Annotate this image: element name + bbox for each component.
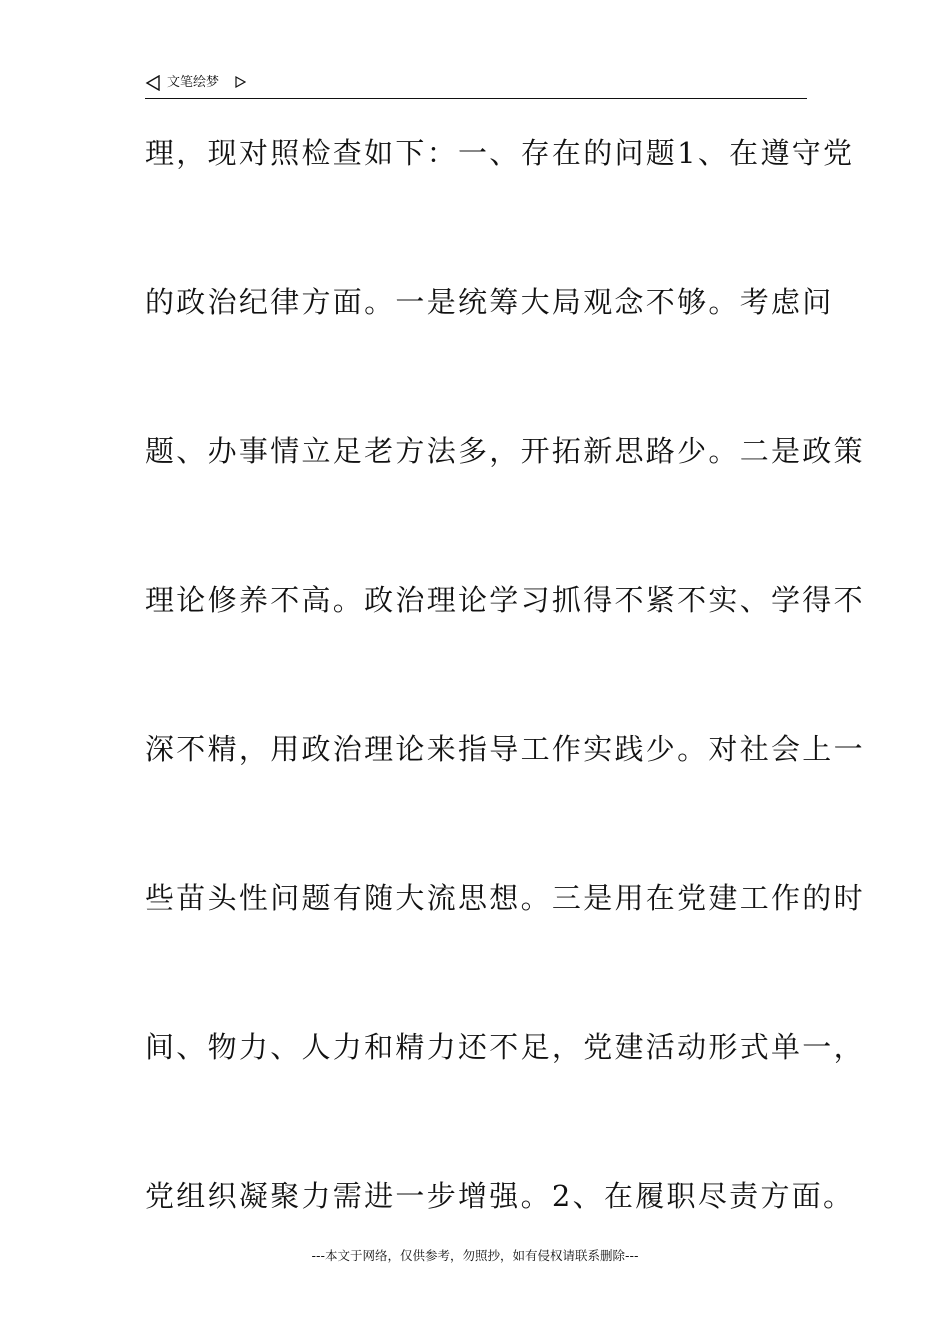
body-line: 党组织凝聚力需进一步增强。2、在履职尽责方面。 (145, 1179, 855, 1213)
body-line: 理，现对照检查如下：一、存在的问题1、在遵守党 (145, 136, 855, 170)
page-footer-notice: ---本文于网络，仅供参考，勿照抄，如有侵权请联系删除--- (311, 1248, 639, 1263)
triangle-right-icon (235, 76, 246, 88)
body-line: 理论修养不高。政治理论学习抓得不紧不实、学得不 (145, 583, 865, 617)
header-brand: 文笔绘梦 (167, 75, 220, 90)
body-line: 题、办事情立足老方法多，开拓新思路少。二是政策 (145, 434, 865, 468)
page-header (145, 72, 807, 99)
body-line: 深不精，用政治理论来指导工作实践少。对社会上一 (145, 732, 865, 766)
body-line: 间、物力、人力和精力还不足，党建活动形式单一， (145, 1030, 865, 1064)
body-line: 的政治纪律方面。一是统筹大局观念不够。考虑问 (145, 285, 834, 319)
triangle-left-icon (145, 75, 161, 91)
body-line: 些苗头性问题有随大流思想。三是用在党建工作的时 (145, 881, 865, 915)
